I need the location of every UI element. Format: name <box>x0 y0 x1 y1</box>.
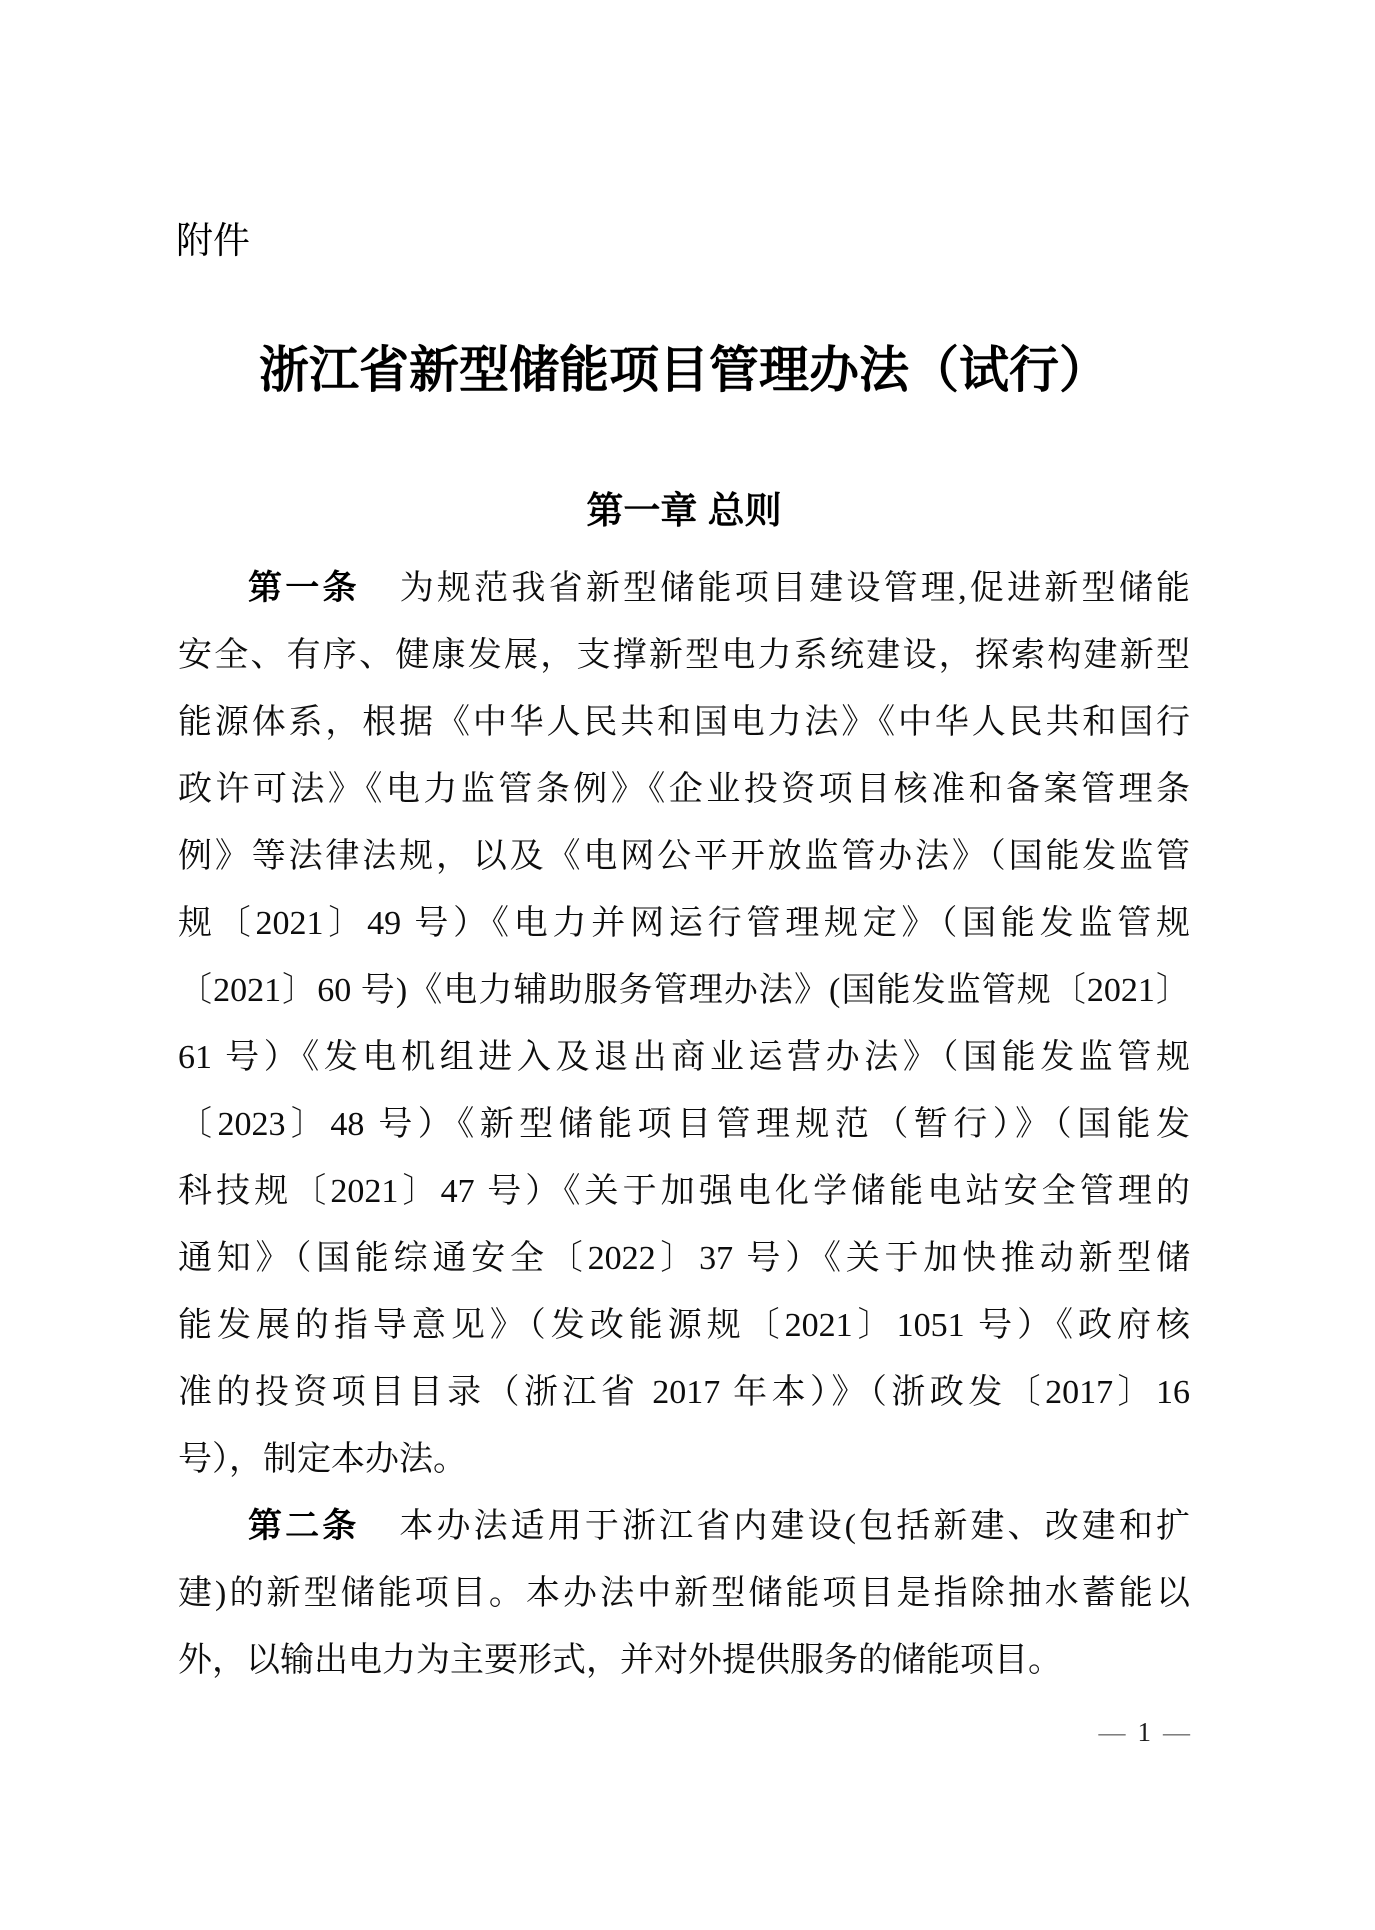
document-title: 浙江省新型储能项目管理办法（试行） <box>259 342 1109 398</box>
article-number-label: 第一条 <box>248 569 360 607</box>
article-line <box>178 555 1190 622</box>
article-line: 规〔2021〕49 号）《电力并网运行管理规定》（国能发监管规 <box>178 905 1190 942</box>
article-line: 〔2023〕48 号）《新型储能项目管理规范（暂行）》（国能发 <box>178 1106 1190 1143</box>
article-line: 号），制定本办法。 <box>178 1441 467 1478</box>
article-2 <box>178 1493 1190 1694</box>
page-number <box>178 1716 1190 1748</box>
article-line: 政许可法》《电力监管条例》《企业投资项目核准和备案管理条 <box>178 771 1190 808</box>
article-line-text: 为规范我省新型储能项目建设管理,促进新型储能 <box>399 570 1190 607</box>
article-line: 例》等法律法规，以及《电网公平开放监管办法》（国能发监管 <box>178 838 1190 875</box>
article-line: 准的投资项目目录（浙江省 2017 年本）》（浙政发〔2017〕16 <box>178 1374 1190 1411</box>
chapter-heading: 第一章 总则 <box>586 490 782 531</box>
article-line <box>178 1493 1190 1560</box>
article-line: 能发展的指导意见》（发改能源规〔2021〕1051 号）《政府核 <box>178 1307 1190 1344</box>
article-line: 〔2021〕60 号)《电力辅助服务管理办法》(国能发监管规〔2021〕 <box>178 972 1190 1009</box>
article-1 <box>178 555 1190 1493</box>
page-number-dash-left: — <box>1098 1717 1126 1747</box>
article-line: 能源体系，根据《中华人民共和国电力法》《中华人民共和国行 <box>178 704 1190 741</box>
article-line-text: 本办法适用于浙江省内建设(包括新建、改建和扩 <box>399 1508 1191 1545</box>
article-line: 61 号）《发电机组进入及退出商业运营办法》（国能发监管规 <box>178 1039 1190 1076</box>
page-number-dash-right: — <box>1163 1717 1190 1747</box>
document-body <box>178 555 1190 1694</box>
article-line: 外，以输出电力为主要形式，并对外提供服务的储能项目。 <box>178 1642 1062 1679</box>
article-line: 建)的新型储能项目。本办法中新型储能项目是指除抽水蓄能以 <box>178 1575 1190 1612</box>
page-number-value: 1 <box>1137 1717 1151 1747</box>
article-line: 通知》（国能综通安全〔2022〕37 号）《关于加快推动新型储 <box>178 1240 1190 1277</box>
attachment-label: 附件 <box>176 220 250 261</box>
article-line: 科技规〔2021〕47 号）《关于加强电化学储能电站安全管理的 <box>178 1173 1190 1210</box>
article-line: 安全、有序、健康发展，支撑新型电力系统建设，探索构建新型 <box>178 637 1190 674</box>
article-number-label: 第二条 <box>248 1507 360 1545</box>
